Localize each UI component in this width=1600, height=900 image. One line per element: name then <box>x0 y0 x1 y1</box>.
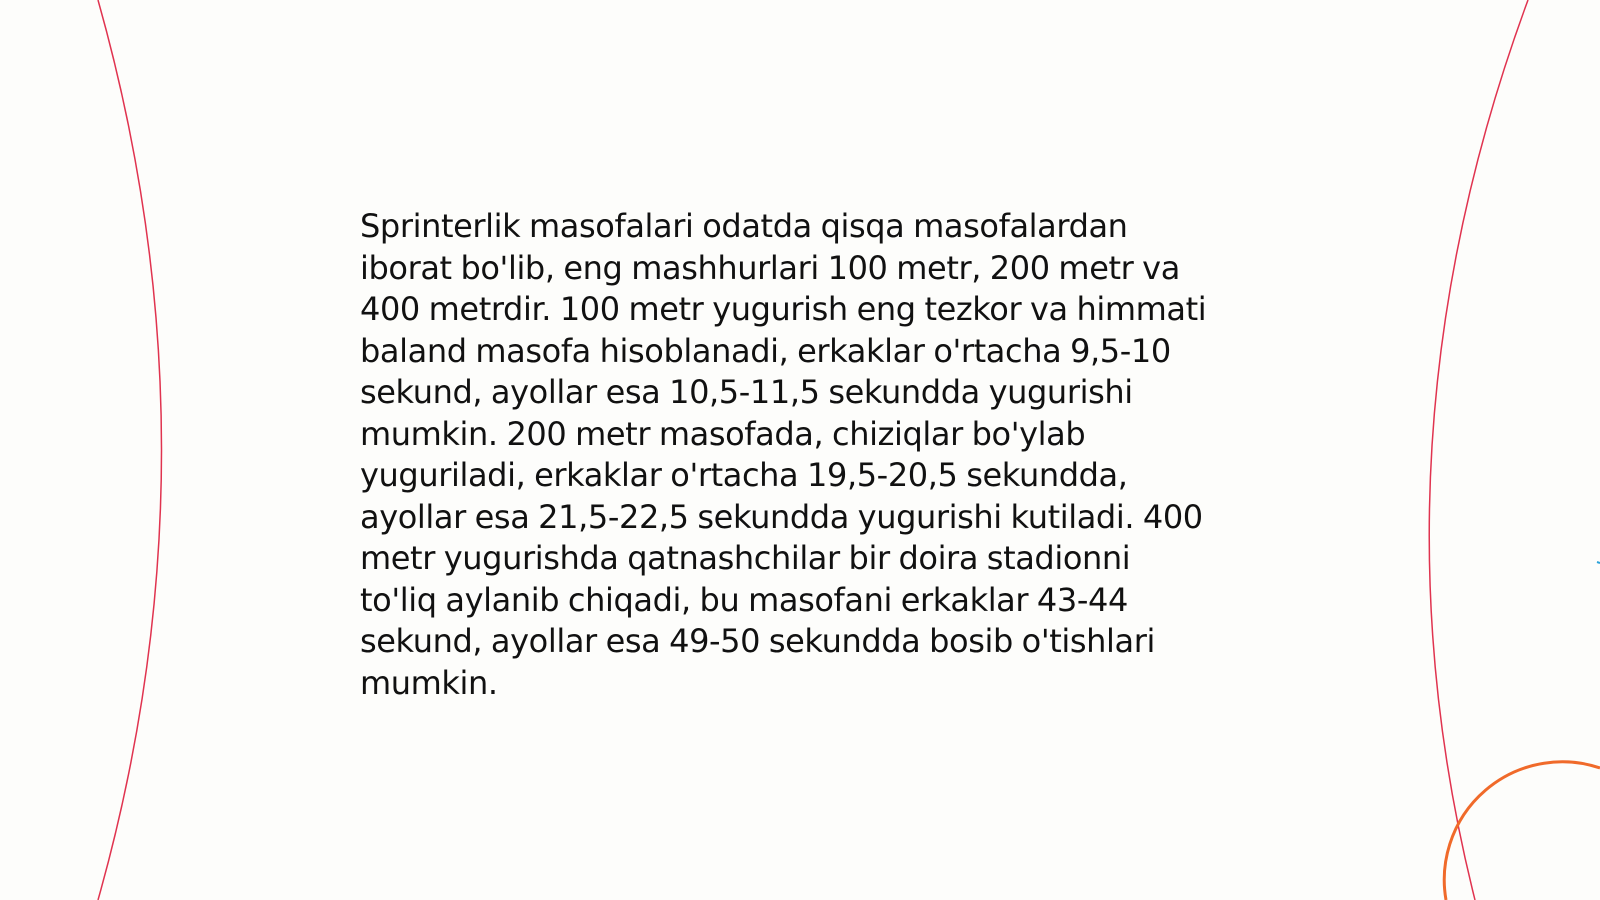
paragraph-line: mumkin. 200 metr masofada, chiziqlar bo'ylab <box>360 414 1086 453</box>
paragraph-line: metr yugurishda qatnashchilar bir doira stadionni <box>360 539 1131 577</box>
paragraph-line: 400 metrdir. 100 metr yugurish eng tezkor va himmati <box>360 290 1207 328</box>
body-paragraph <box>360 206 1260 704</box>
paragraph-line: sekund, ayollar esa 49-50 sekundda bosib o'tishlari <box>360 622 1155 660</box>
paragraph-line: ayollar esa 21,5-22,5 sekundda yugurishi kutiladi. 400 <box>360 497 1203 536</box>
paragraph-line: Sprinterlik masofalari odatda qisqa masofalardan <box>360 207 1128 245</box>
paragraph-line: to'liq aylanib chiqadi, bu masofani erkaklar 43-44 <box>360 580 1128 619</box>
left-curve <box>98 0 162 900</box>
paragraph-line: iborat bo'lib, eng mashhurlari 100 metr, 200 metr va <box>360 248 1180 287</box>
paragraph-line: mumkin. <box>360 663 498 702</box>
right-curve <box>1429 0 1528 900</box>
paragraph-line: baland masofa hisoblanadi, erkaklar o'rtacha 9,5-10 <box>360 331 1171 370</box>
paragraph-line: sekund, ayollar esa 10,5-11,5 sekundda yugurishi <box>360 373 1133 411</box>
orange-arc <box>1444 762 1600 900</box>
paragraph-line: yuguriladi, erkaklar o'rtacha 19,5-20,5 sekundda, <box>360 456 1128 494</box>
